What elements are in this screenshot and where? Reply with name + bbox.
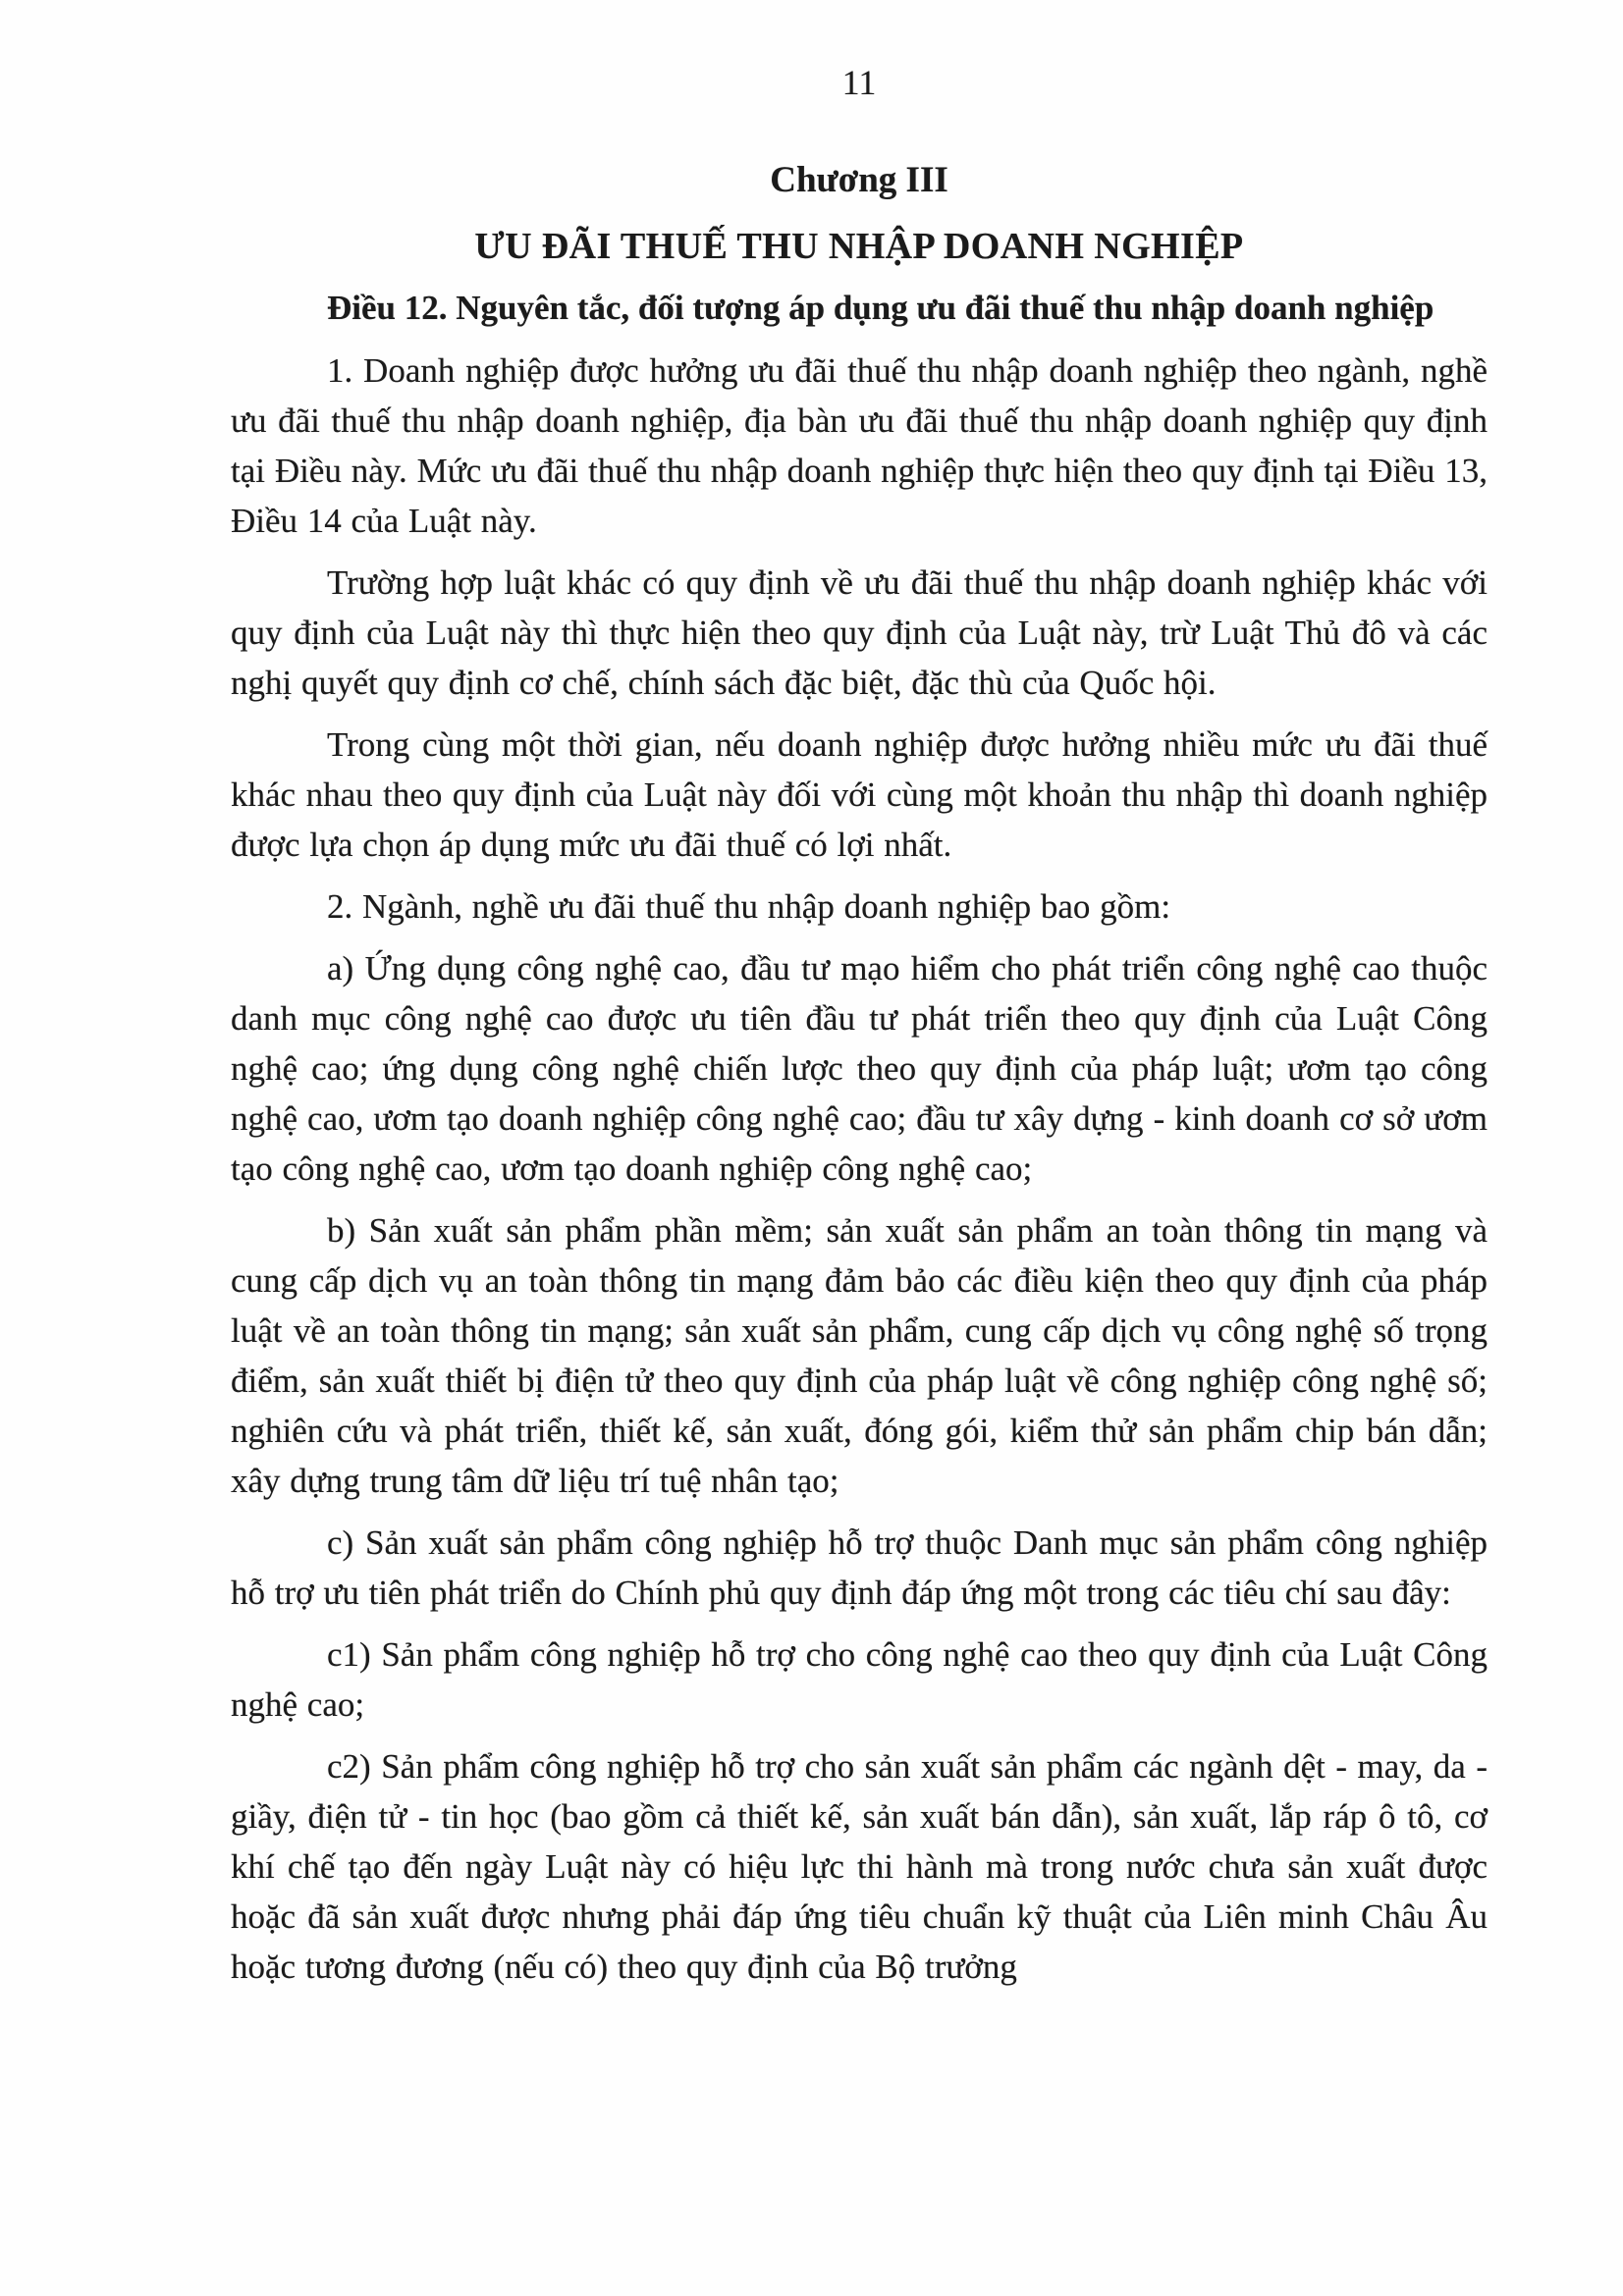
article-heading: Điều 12. Nguyên tắc, đối tượng áp dụng ưu đãi thuế thu nhập doanh nghiệp (327, 289, 1434, 327)
paragraph-point-a: a) Ứng dụng công nghệ cao, đầu tư mạo hiểm cho phát triển công nghệ cao thuộc danh mục công nghệ cao được ưu tiên đầu tư phát triển theo quy định của Luật Công nghệ cao; ứng dụng công nghệ chiến lược theo quy định của pháp luật; ươm tạo công nghệ cao, ươm tạo doanh nghiệp công nghệ cao; đầu tư xây dựng - kinh doanh cơ sở ươm tạo công nghệ cao, ươm tạo doanh nghiệp công nghệ cao; (231, 949, 1488, 1188)
page-number: 11 (841, 63, 877, 102)
chapter-label: Chương III (770, 160, 948, 200)
paragraph-point-b: b) Sản xuất sản phẩm phần mềm; sản xuất sản phẩm an toàn thông tin mạng và cung cấp dịch vụ an toàn thông tin mạng đảm bảo các điều kiện theo quy định của pháp luật về an toàn thông tin mạng; sản xuất sản phẩm, cung cấp dịch vụ công nghệ số trọng điểm, sản xuất thiết bị điện tử theo quy định của pháp luật về công nghiệp công nghệ số; nghiên cứu và phát triển, thiết kế, sản xuất, đóng gói, kiểm thử sản phẩm chip bán dẫn; xây dựng trung tâm dữ liệu trí tuệ nhân tạo; (231, 1211, 1488, 1500)
paragraph-clause-1-other-laws: Trường hợp luật khác có quy định về ưu đãi thuế thu nhập doanh nghiệp khác với quy định của Luật này thì thực hiện theo quy định của Luật này, trừ Luật Thủ đô và các nghị quyết quy định cơ chế, chính sách đặc biệt, đặc thù của Quốc hội. (231, 563, 1488, 702)
chapter-title: ƯU ĐÃI THUẾ THU NHẬP DOANH NGHIỆP (474, 226, 1244, 267)
paragraph-clause-1: 1. Doanh nghiệp được hưởng ưu đãi thuế thu nhập doanh nghiệp theo ngành, nghề ưu đãi thuế thu nhập doanh nghiệp, địa bàn ưu đãi thuế thu nhập doanh nghiệp quy định tại Điều này. Mức ưu đãi thuế thu nhập doanh nghiệp thực hiện theo quy định tại Điều 13, Điều 14 của Luật này. (231, 351, 1488, 540)
paragraph-point-c2: c2) Sản phẩm công nghiệp hỗ trợ cho sản xuất sản phẩm các ngành dệt - may, da - giầy, điện tử - tin học (bao gồm cả thiết kế, sản xuất bán dẫn), sản xuất, lắp ráp ô tô, cơ khí chế tạo đến ngày Luật này có hiệu lực thi hành mà trong nước chưa sản xuất được hoặc đã sản xuất được nhưng phải đáp ứng tiêu chuẩn kỹ thuật của Liên minh Châu Âu hoặc tương đương (nếu có) theo quy định của Bộ trưởng (231, 1747, 1488, 1986)
paragraph-point-c1: c1) Sản phẩm công nghiệp hỗ trợ cho công nghệ cao theo quy định của Luật Công nghệ cao; (231, 1635, 1488, 1724)
paragraph-clause-2-intro: 2. Ngành, nghề ưu đãi thuế thu nhập doanh nghiệp bao gồm: (327, 887, 1171, 926)
paragraph-point-c: c) Sản xuất sản phẩm công nghiệp hỗ trợ thuộc Danh mục sản phẩm công nghiệp hỗ trợ ưu tiên phát triển do Chính phủ quy định đáp ứng một trong các tiêu chí sau đây: (231, 1523, 1488, 1612)
paragraph-clause-1-most-favorable: Trong cùng một thời gian, nếu doanh nghiệp được hưởng nhiều mức ưu đãi thuế khác nhau theo quy định của Luật này đối với cùng một khoản thu nhập thì doanh nghiệp được lựa chọn áp dụng mức ưu đãi thuế có lợi nhất. (231, 725, 1488, 864)
text-block (231, 0, 1488, 1992)
